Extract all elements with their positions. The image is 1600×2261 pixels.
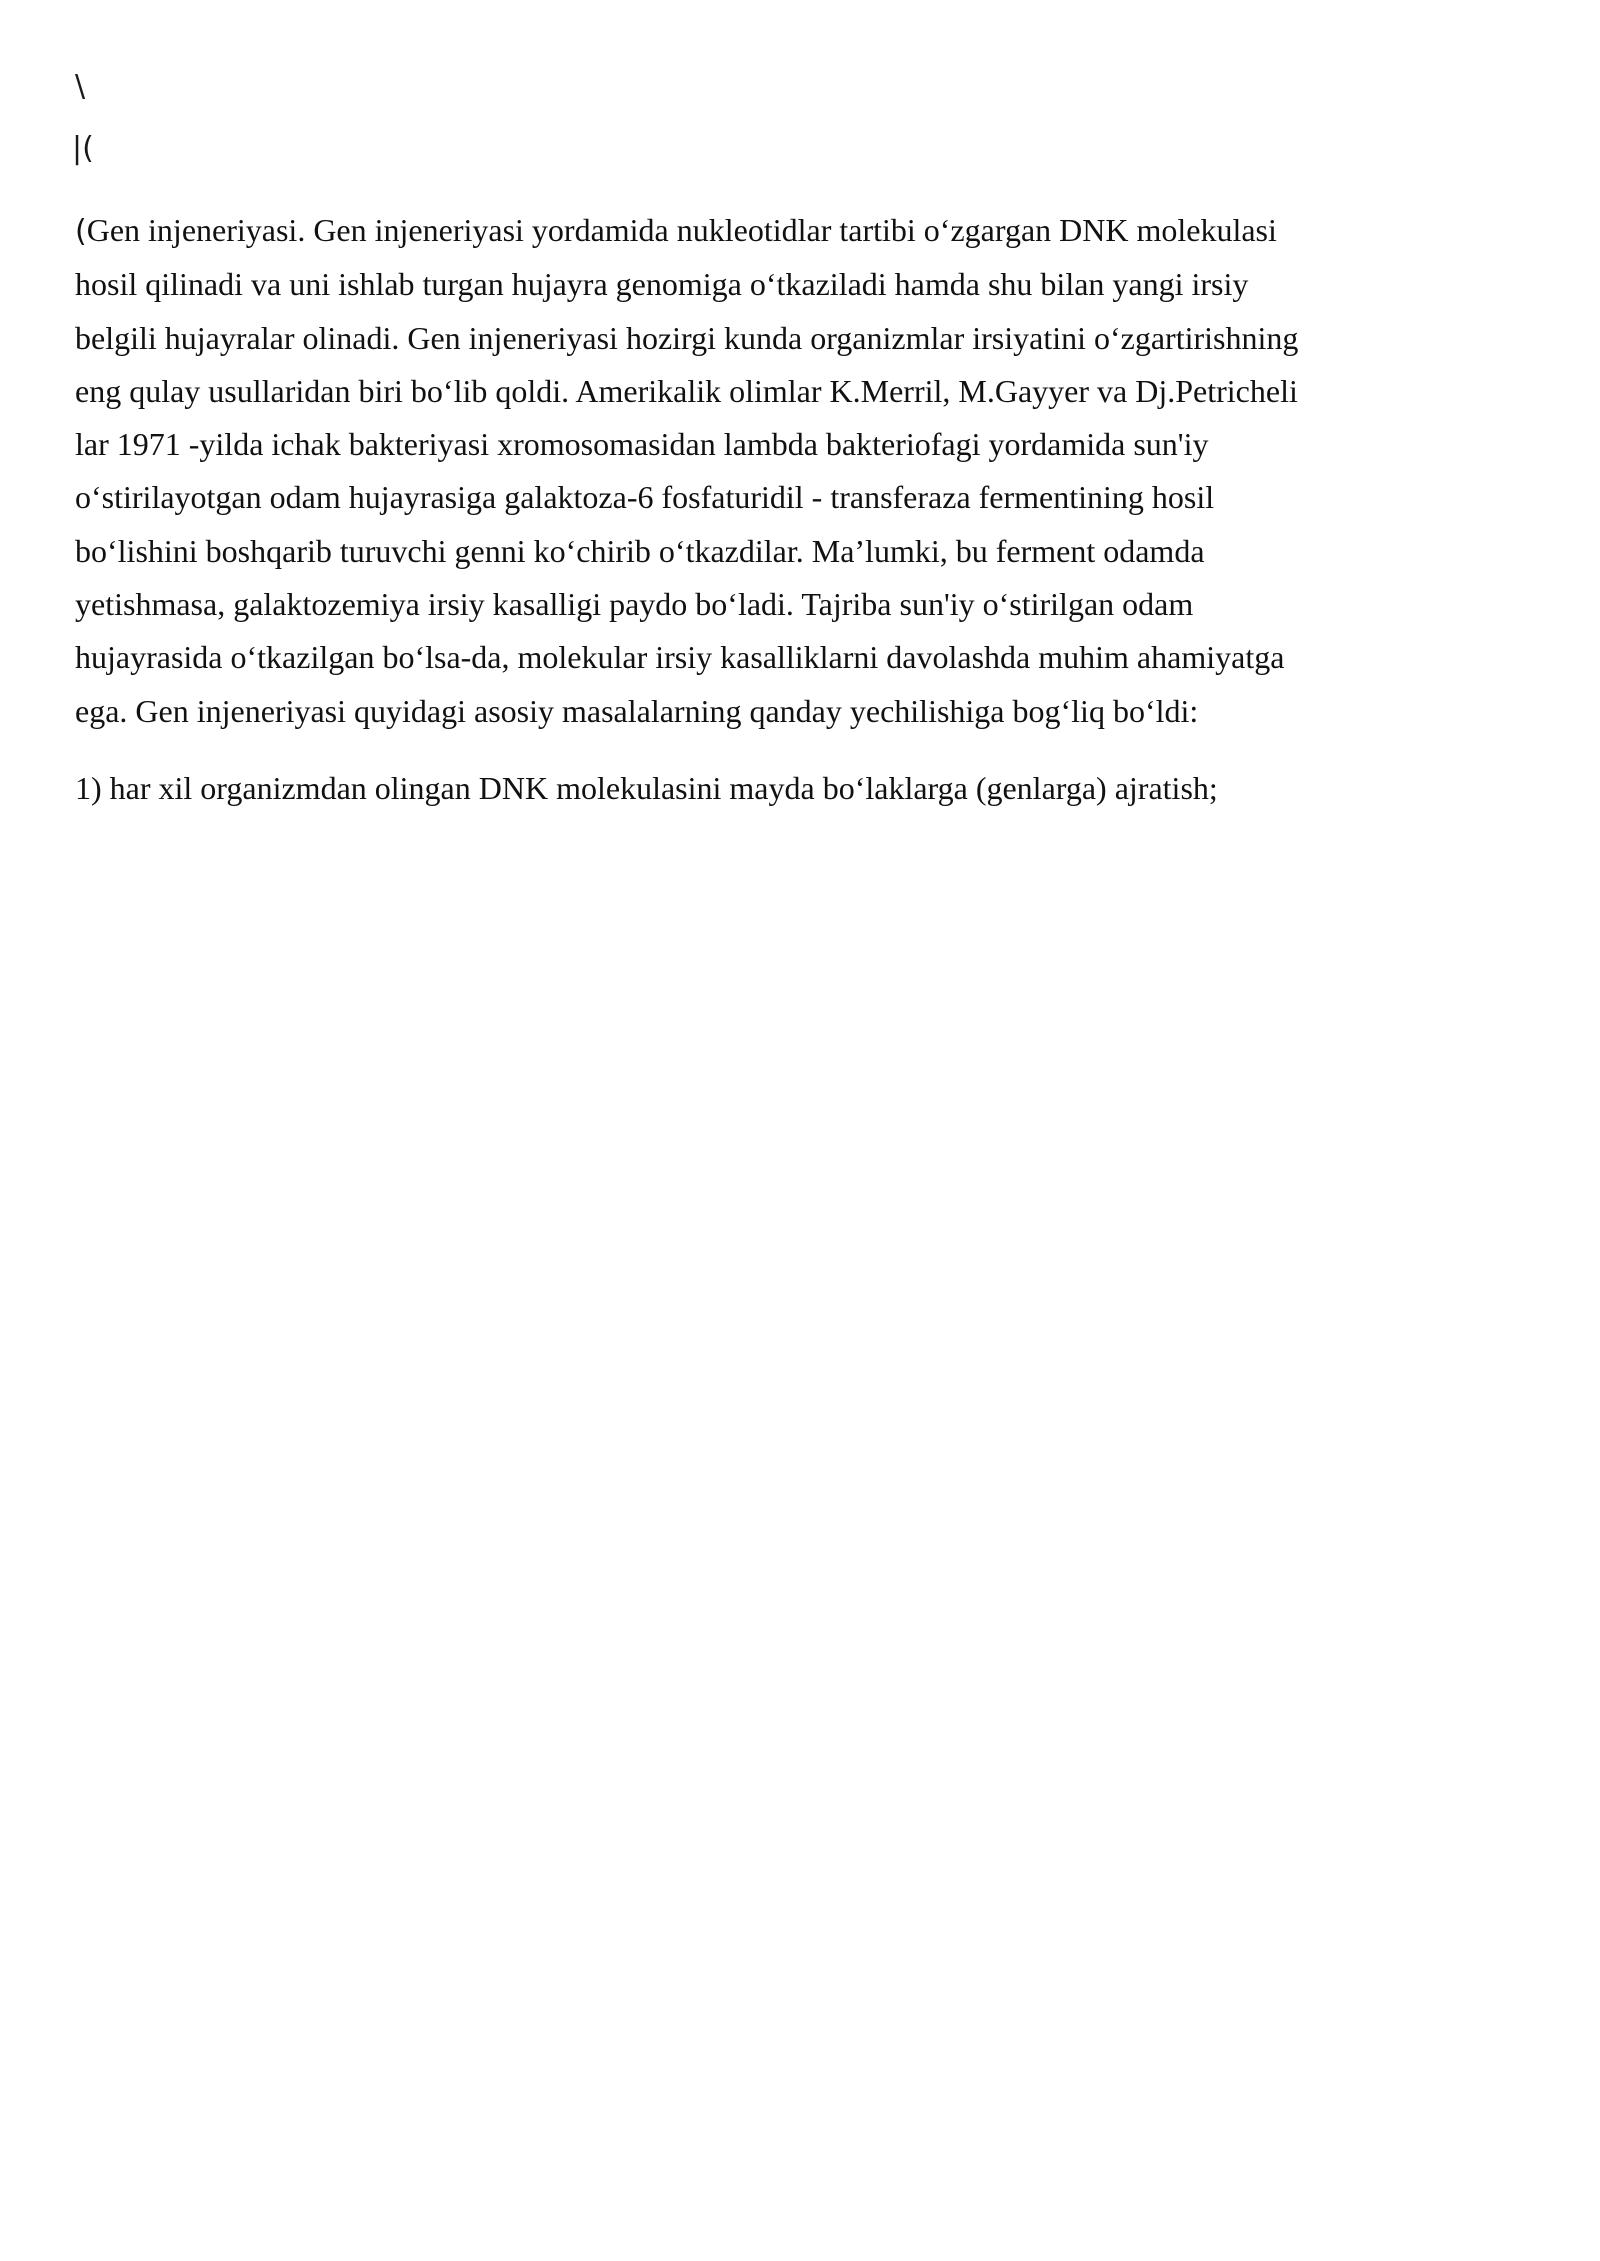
list-item: 1) har xil organizmdan olingan DNK molekulasini mayda bo‘laklarga (genlarga) ajratish; <box>75 770 1218 806</box>
paragraph-line: lar 1971 -yilda ichak bakteriyasi xromosomasidan lambda bakteriofagi yordamida sun'iy <box>75 426 1209 463</box>
paragraph-line: bo‘lishini boshqarib turuvchi genni ko‘chirib o‘tkazdilar. Ma’lumki, bu ferment odamda <box>75 532 1205 569</box>
main-paragraph <box>75 204 1535 738</box>
paragraph-line: eng qulay usullaridan biri bo‘lib qoldi. Amerikalik olimlar K.Merril, M.Gayyer va Dj.Petricheli <box>75 372 1298 409</box>
paragraph-line: ega. Gen injeneriyasi quyidagi asosiy masalalarning qanday yechilishiga bog‘liq bo‘ldi: <box>75 692 1199 729</box>
handwritten-mark-top: \ <box>75 69 86 104</box>
handwritten-open-mark: ( <box>75 214 87 249</box>
paragraph-line: (Gen injeneriyasi. Gen injeneriyasi yordamida nukleotidlar tartibi o‘zgargan DNK molekulasi <box>75 212 1277 249</box>
paragraph-line: o‘stirilayotgan odam hujayrasiga galaktoza-6 fosfaturidil - transferaza fermentining hosil <box>75 479 1215 516</box>
paragraph-line: belgili hujayralar olinadi. Gen injeneriyasi hozirgi kunda organizmlar irsiyatini o‘zgartirishning <box>75 319 1299 356</box>
paragraph-line: yetishmasa, galaktozemiya irsiy kasalligi paydo bo‘ladi. Tajriba sun'iy o‘stirilgan odam <box>75 586 1194 623</box>
handwritten-mark-second: |( <box>72 131 94 166</box>
paragraph-line: hujayrasida o‘tkazilgan bo‘lsa-da, molekular irsiy kasalliklarni davolashda muhim ahamiyatga <box>75 639 1285 676</box>
paragraph-line: hosil qilinadi va uni ishlab turgan hujayra genomiga o‘tkaziladi hamda shu bilan yangi irsiy <box>75 266 1249 303</box>
